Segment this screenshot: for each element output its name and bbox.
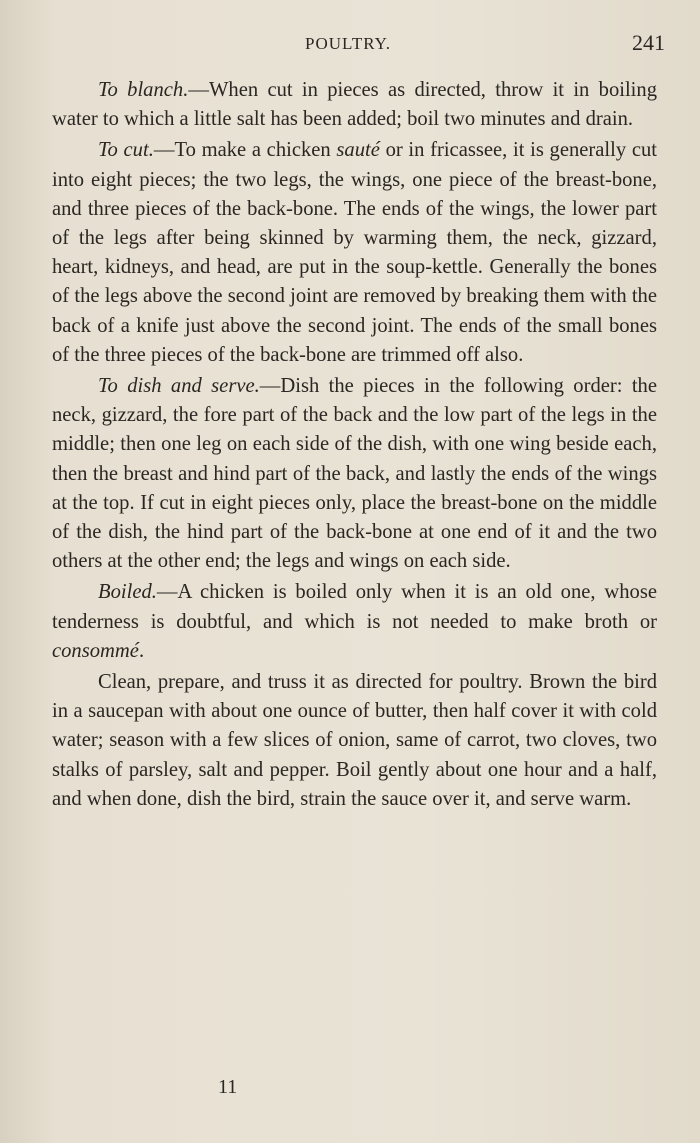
italic-term: sauté (336, 139, 380, 162)
paragraph-clean-prepare (52, 668, 657, 814)
signature-mark: 11 (218, 1076, 238, 1098)
paragraph-body: or in fricassee, it is generally cut into eight pieces; the two legs, the wings, one piece of the breast-bone, and three pieces of the back-bone. The ends of the wings, the lower part of the legs after being skinned by warming them, the neck, gizzard, heart, kidneys, and head, are put in the soup-kettle. Generally the bones of the legs above the second joint are removed by breaking them with the back of a knife just above the second joint. The ends of the small bones of the three pieces of the back-bone are trimmed off also. (52, 139, 657, 366)
italic-term: consommé (52, 639, 139, 662)
body-text (52, 76, 657, 814)
paragraph-body: —Dish the pieces in the following order: the neck, gizzard, the fore part of the back and the low part of the legs in the middle; then one leg on each side of the dish, with one wing beside each, then the breast and hind part of the back, and lastly the ends of the wings at the top. If cut in eight pieces only, place the breast-bone on the middle of the dish, the hind part of the back-bone at one end of it and the two others at the other end; the legs and wings on each side. (52, 375, 657, 573)
running-head (0, 30, 700, 60)
paragraph-body: . (138, 639, 145, 662)
paragraph-body: Clean, prepare, and truss it as directed for poultry. Brown the bird in a saucepan with about one ounce of butter, then half cover it with cold water; season with a few slices of onion, same of carrot, two cloves, two stalks of parsley, salt and pepper. Boil gently about one hour and a half, and when done, dish the bird, strain the sauce over it, and serve warm. (52, 671, 657, 810)
paragraph-heading: To dish and serve. (98, 375, 260, 398)
paragraph-to-cut (52, 136, 657, 370)
paragraph-heading: To blanch. (98, 79, 189, 101)
paragraph-to-dish-and-serve (52, 372, 657, 576)
paragraph-body: —A chicken is boiled only when it is an old one, whose tenderness is doubtful, and which is not needed to make broth or (52, 581, 657, 633)
paragraph-to-blanch (52, 76, 657, 134)
paragraph-heading: To cut. (98, 139, 154, 162)
page-number: 241 (632, 30, 665, 55)
paragraph-heading: Boiled. (98, 581, 157, 604)
paragraph-body: —To make a chicken (153, 139, 337, 162)
running-head-title: POULTRY. (305, 34, 391, 53)
paragraph-body: —When cut in pieces as directed, throw it in boiling water to which a little salt has been added; boil two minutes and drain. (52, 79, 657, 131)
paragraph-boiled (52, 578, 657, 666)
